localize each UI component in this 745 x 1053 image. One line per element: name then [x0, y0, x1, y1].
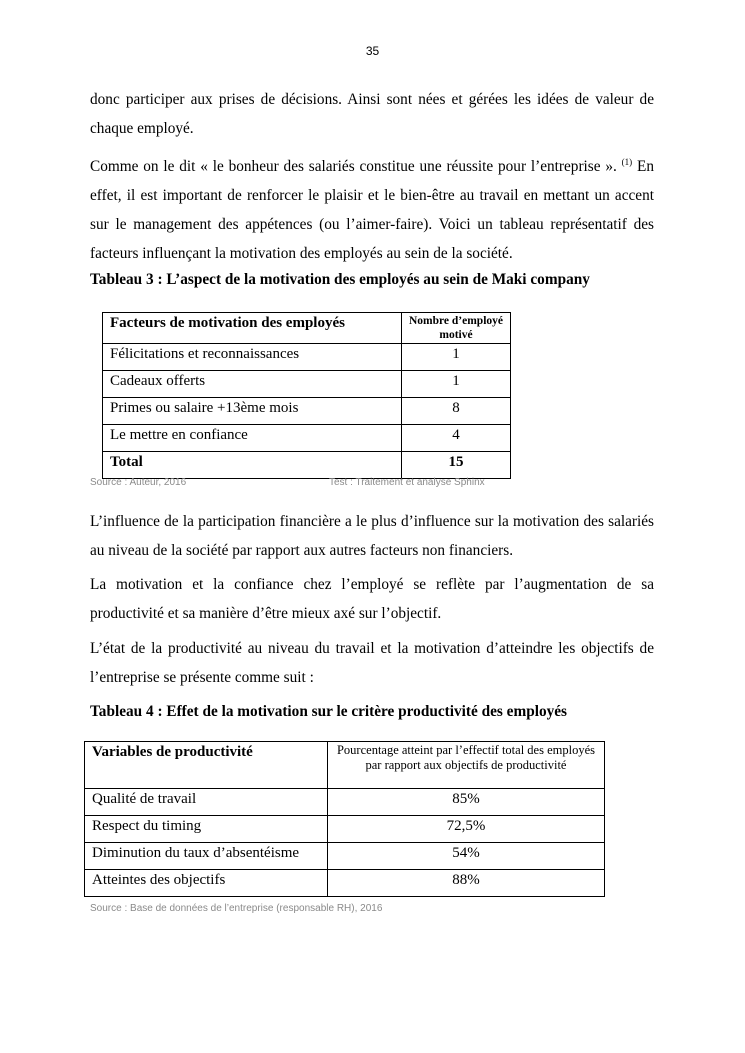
table-3-factor-cell: Félicitations et reconnaissances	[103, 344, 402, 371]
table-3-count-cell: 8	[402, 398, 511, 425]
paragraph-1: donc participer aux prises de décisions. Ainsi sont nées et gérées les idées de valeur de chaque employé.	[90, 91, 654, 137]
table-row	[103, 425, 511, 452]
table-4-header-row	[85, 742, 605, 789]
paragraph-2-part-2: En effet, il est important de renforcer le plaisir et le bien-être au travail en mettant un accent sur le management des appétences (ou l’aimer-faire). Voici un tableau représentatif des facteurs influençant la motivation des employés au sein de la société.	[90, 158, 654, 262]
page-number: 35	[365, 44, 380, 58]
table-row	[103, 344, 511, 371]
table-4-variable-cell: Atteintes des objectifs	[85, 870, 328, 897]
table-4-value-cell: 54%	[328, 843, 605, 870]
table-3-header-row	[103, 313, 511, 344]
table-4-variable-cell: Qualité de travail	[85, 789, 328, 816]
table-row	[85, 816, 605, 843]
table-row	[85, 789, 605, 816]
paragraph-3: L’influence de la participation financière a le plus d’influence sur la motivation des salariés au niveau de la société par rapport aux autres facteurs non financiers.	[90, 513, 654, 559]
paragraph-4: La motivation et la confiance chez l’employé se reflète par l’augmentation de sa productivité et sa manière d’être mieux axé sur l’objectif.	[90, 576, 654, 622]
table-row	[103, 398, 511, 425]
paragraph-2-part-1: Comme on le dit « le bonheur des salariés constitue une réussite pour l’entreprise ».	[90, 158, 622, 175]
table-4	[84, 741, 605, 897]
table-3-total-label: Total	[103, 452, 402, 479]
table-4-variable-cell: Respect du timing	[85, 816, 328, 843]
table-3-caption: Tableau 3 : L’aspect de la motivation des employés au sein de Maki company	[90, 271, 590, 288]
footnote-reference: (1)	[621, 157, 633, 167]
table-3-count-cell: 4	[402, 425, 511, 452]
table-4-value-cell: 85%	[328, 789, 605, 816]
table-4-col-header-percentage: Pourcentage atteint par l’effectif total des employés par rapport aux objectifs de productivité	[328, 742, 605, 789]
table-3-factor-cell: Primes ou salaire +13ème mois	[103, 398, 402, 425]
paragraph-2	[90, 148, 654, 268]
table-row	[85, 870, 605, 897]
table-3-total-value: 15	[402, 452, 511, 479]
table-4-value-cell: 88%	[328, 870, 605, 897]
table-4-variable-cell: Diminution du taux d’absentéisme	[85, 843, 328, 870]
table-3-source: Source : Auteur, 2016	[90, 477, 187, 488]
table-4-col-header-variables: Variables de productivité	[85, 742, 328, 789]
table-3	[102, 312, 511, 479]
table-3-count-cell: 1	[402, 371, 511, 398]
table-3-factor-cell: Le mettre en confiance	[103, 425, 402, 452]
table-4-source: Source : Base de données de l’entreprise (responsable RH), 2016	[90, 903, 383, 914]
table-3-total-row	[103, 452, 511, 479]
table-3-count-cell: 1	[402, 344, 511, 371]
table-3-col-header-factors: Facteurs de motivation des employés	[103, 313, 402, 344]
table-4-value-cell: 72,5%	[328, 816, 605, 843]
table-3-test-note: Test : Traitement et analyse Sphinx	[329, 477, 485, 488]
table-row	[103, 371, 511, 398]
paragraph-5: L’état de la productivité au niveau du travail et la motivation d’atteindre les objectifs de l’entreprise se présente comme suit :	[90, 640, 654, 686]
table-row	[85, 843, 605, 870]
table-4-caption: Tableau 4 : Effet de la motivation sur le critère productivité des employés	[90, 703, 567, 720]
table-3-factor-cell: Cadeaux offerts	[103, 371, 402, 398]
table-3-col-header-count: Nombre d’employé motivé	[402, 313, 511, 344]
